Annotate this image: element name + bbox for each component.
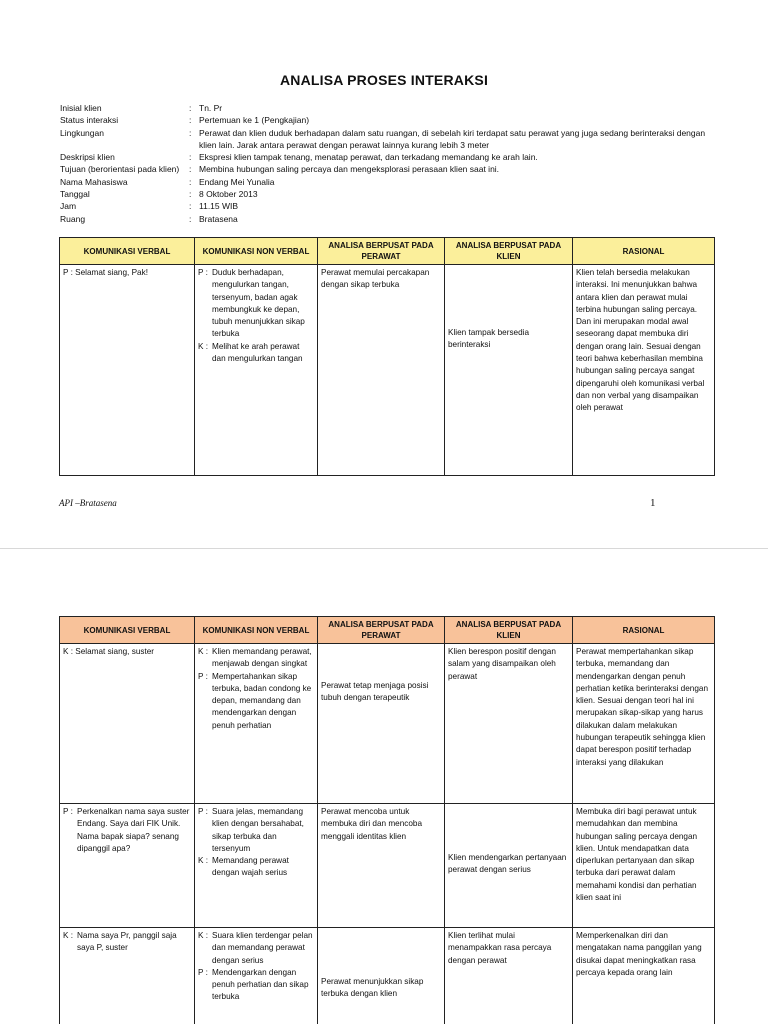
info-separator: :	[189, 189, 192, 200]
info-row	[60, 114, 710, 126]
nonverbal-item	[198, 671, 314, 732]
analisa-klien-text: Klien terlihat mulai menampakkan rasa percaya dengan perawat	[448, 931, 552, 965]
nonverbal-text: Mendengarkan dengan penuh perhatian dan sikap terbuka	[212, 967, 309, 1002]
info-separator: :	[189, 127, 192, 138]
cell-analisa-klien	[445, 804, 573, 928]
info-block	[60, 102, 710, 225]
header-analisa-perawat: ANALISA BERPUSAT PADA PERAWAT	[318, 617, 445, 644]
page-number: 1	[650, 497, 656, 509]
analisa-perawat-text: Perawat tetap menjaga posisi tubuh dengan terapeutik	[321, 681, 429, 703]
info-row	[60, 188, 710, 200]
header-rasional: RASIONAL	[573, 617, 715, 644]
speaker-prefix: P :	[198, 807, 208, 816]
info-label: Tanggal	[60, 189, 90, 200]
analisa-klien-text: Klien tampak bersedia berinteraksi	[448, 328, 530, 350]
cell-analisa-klien	[445, 644, 573, 804]
cell-analisa-perawat	[318, 644, 445, 804]
interaction-table-page-2	[59, 616, 715, 1024]
speaker-prefix: K :	[63, 647, 74, 656]
info-separator: :	[189, 213, 192, 224]
header-verbal: KOMUNIKASI VERBAL	[60, 617, 195, 644]
rasional-text: Klien telah bersedia melakukan interaksi. Ini menunjukkan bahwa antara klien dan perawat mulai terbina hubungan saling percaya. Dan ini merupakan modal awal seseorang dapat membuka diri dengan orang lain. Sesuai dengan teori bahwa keberhasilan membina hubungan saling percaya sangat dipengaruhi oleh komunikasi verbal dan non verbal yang disampaikan oleh perawat	[576, 268, 705, 413]
info-row	[60, 213, 710, 225]
info-row	[60, 151, 710, 163]
nonverbal-text: Suara klien terdengar pelan dan memandang perawat dengan serius	[212, 931, 313, 965]
nonverbal-text: Memandang perawat dengan wajah serius	[212, 856, 289, 878]
info-value: 8 Oktober 2013	[199, 189, 258, 200]
cell-analisa-klien	[445, 928, 573, 1024]
header-analisa-perawat: ANALISA BERPUSAT PADA PERAWAT	[318, 238, 445, 265]
nonverbal-item	[198, 646, 314, 671]
table-row	[60, 928, 715, 1024]
header-nonverbal: KOMUNIKASI NON VERBAL	[195, 617, 318, 644]
speaker-prefix: P :	[198, 671, 208, 681]
speaker-prefix: P :	[198, 967, 208, 977]
analisa-perawat-text: Perawat memulai percakapan dengan sikap terbuka	[321, 268, 430, 290]
speaker-prefix: K :	[198, 931, 209, 940]
speaker-prefix: P :	[198, 268, 208, 277]
table-row	[60, 644, 715, 804]
cell-rasional	[573, 804, 715, 928]
info-label: Inisial klien	[60, 103, 102, 113]
cell-analisa-klien	[445, 265, 573, 476]
header-analisa-klien: ANALISA BERPUSAT PADA KLIEN	[445, 238, 573, 265]
analisa-perawat-text: Perawat menunjukkan sikap terbuka dengan klien	[321, 977, 424, 999]
speaker-prefix: K :	[63, 931, 74, 940]
nonverbal-item	[198, 855, 314, 880]
info-label: Deskripsi klien	[60, 152, 115, 163]
info-separator: :	[189, 115, 192, 126]
analisa-perawat-text: Perawat mencoba untuk membuka diri dan mencoba menggali identitas klien	[321, 807, 423, 841]
info-row	[60, 200, 710, 212]
interaction-table-page-1	[59, 237, 715, 476]
speaker-prefix: K :	[198, 341, 209, 351]
cell-analisa-perawat	[318, 804, 445, 928]
cell-rasional	[573, 928, 715, 1024]
cell-verbal	[60, 804, 195, 928]
nonverbal-text: Suara jelas, memandang klien dengan bersahabat, sikap terbuka dan tersenyum	[212, 807, 304, 853]
header-nonverbal: KOMUNIKASI NON VERBAL	[195, 238, 318, 265]
cell-analisa-perawat	[318, 265, 445, 476]
info-value: Perawat dan klien duduk berhadapan dalam satu ruangan, di sebelah kiri terdapat satu perawat yang juga sedang berinteraksi dengan klien lain. Jarak antara perawat dengan perawat lainnya kurang lebih 3 meter	[199, 127, 706, 150]
info-value: Pertemuan ke 1 (Pengkajian)	[199, 115, 310, 126]
dialogue-text: Selamat siang, Pak!	[75, 268, 148, 277]
info-separator: :	[189, 103, 192, 113]
cell-verbal	[60, 265, 195, 476]
table-row	[60, 265, 715, 476]
info-label: Status interaksi	[60, 115, 119, 126]
cell-nonverbal	[195, 928, 318, 1024]
info-value: 11.15 WIB	[199, 201, 239, 212]
cell-nonverbal	[195, 644, 318, 804]
info-separator: :	[189, 164, 192, 175]
info-row	[60, 176, 710, 188]
dialogue-item	[63, 806, 191, 855]
info-label: Jam	[60, 201, 77, 212]
cell-rasional	[573, 265, 715, 476]
info-value: Membina hubungan saling percaya dan mengeksplorasi perasaan klien saat ini.	[199, 164, 500, 175]
info-value: Tn. Pr	[199, 103, 223, 113]
speaker-prefix: P :	[63, 807, 73, 816]
nonverbal-item	[198, 267, 314, 341]
rasional-text: Membuka diri bagi perawat untuk memudahkan dan membina hubungan saling percaya dengan klien. Untuk mendapatkan data diperlukan pertanyaan dan sikap terbuka dari perawat dalam memahami kondisi dan perhatian klien saat ini	[576, 807, 698, 903]
nonverbal-text: Mempertahankan sikap terbuka, badan condong ke depan, memandang dan mendengarkan dengan penuh perhatian	[212, 671, 312, 730]
speaker-prefix: K :	[198, 647, 209, 656]
header-verbal: KOMUNIKASI VERBAL	[60, 238, 195, 265]
dialogue-text: Nama saya Pr, panggil saja saya P, suster	[77, 931, 177, 953]
header-analisa-klien: ANALISA BERPUSAT PADA KLIEN	[445, 617, 573, 644]
table-row	[60, 804, 715, 928]
table-header-row	[60, 617, 715, 644]
table-header-row	[60, 238, 715, 265]
info-label: Ruang	[60, 213, 86, 224]
dialogue-item	[63, 646, 191, 658]
info-separator: :	[189, 152, 192, 163]
nonverbal-item	[198, 930, 314, 967]
analisa-klien-text: Klien mendengarkan pertanyaan perawat dengan serius	[448, 853, 567, 875]
cell-rasional	[573, 644, 715, 804]
nonverbal-item	[198, 967, 314, 1004]
nonverbal-item	[198, 341, 314, 366]
speaker-prefix: P :	[63, 268, 73, 277]
dialogue-item	[63, 267, 191, 279]
info-value: Bratasena	[199, 213, 238, 224]
nonverbal-item	[198, 806, 314, 855]
dialogue-text: Perkenalkan nama saya suster Endang. Saya dari FIK Unik. Nama bapak siapa? senang dipanggil apa?	[77, 807, 190, 853]
document-page-2	[0, 548, 768, 1024]
speaker-prefix: K :	[198, 856, 209, 866]
info-row	[60, 163, 710, 175]
rasional-text: Perawat mempertahankan sikap terbuka, memandang dan mendengarkan dengan penuh perhatian ketika berinteraksi dengan klien. Sesuai dengan teori hal ini merupakan sikap-sikap yang harus dilakukan dalam melakukan hubungan terapeutik sehingga klien dapat berespon positif terhadap interaksi yang dilakukan	[576, 647, 708, 767]
nonverbal-text: Duduk berhadapan, mengulurkan tangan, tersenyum, badan agak membungkuk ke depan, tubuh menunjukkan sikap terbuka	[212, 268, 305, 339]
analisa-klien-text: Klien berespon positif dengan salam yang disampaikan oleh perawat	[448, 647, 556, 681]
info-separator: :	[189, 176, 192, 187]
cell-verbal	[60, 928, 195, 1024]
dialogue-item	[63, 930, 191, 955]
info-label: Lingkungan	[60, 127, 104, 138]
document-title: ANALISA PROSES INTERAKSI	[279, 72, 489, 88]
info-value: Ekspresi klien tampak tenang, menatap perawat, dan terkadang memandang ke arah lain.	[199, 152, 538, 163]
footer-text: API –Bratasena	[59, 498, 117, 508]
cell-analisa-perawat	[318, 928, 445, 1024]
rasional-text: Memperkenalkan diri dan mengatakan nama panggilan yang disukai dapat meningkatkan rasa percaya kepada orang lain	[576, 931, 702, 977]
info-row	[60, 102, 710, 114]
info-value: Endang Mei Yunalia	[199, 176, 275, 187]
cell-nonverbal	[195, 804, 318, 928]
header-rasional: RASIONAL	[573, 238, 715, 265]
info-label: Tujuan (berorientasi pada klien)	[60, 164, 180, 175]
dialogue-text: Selamat siang, suster	[75, 647, 155, 656]
info-row	[60, 127, 710, 152]
nonverbal-text: Klien memandang perawat, menjawab dengan singkat	[212, 647, 312, 669]
info-separator: :	[189, 201, 192, 212]
nonverbal-text: Melihat ke arah perawat dan mengulurkan tangan	[212, 341, 303, 364]
cell-nonverbal	[195, 265, 318, 476]
cell-verbal	[60, 644, 195, 804]
info-label: Nama Mahasiswa	[60, 176, 128, 187]
